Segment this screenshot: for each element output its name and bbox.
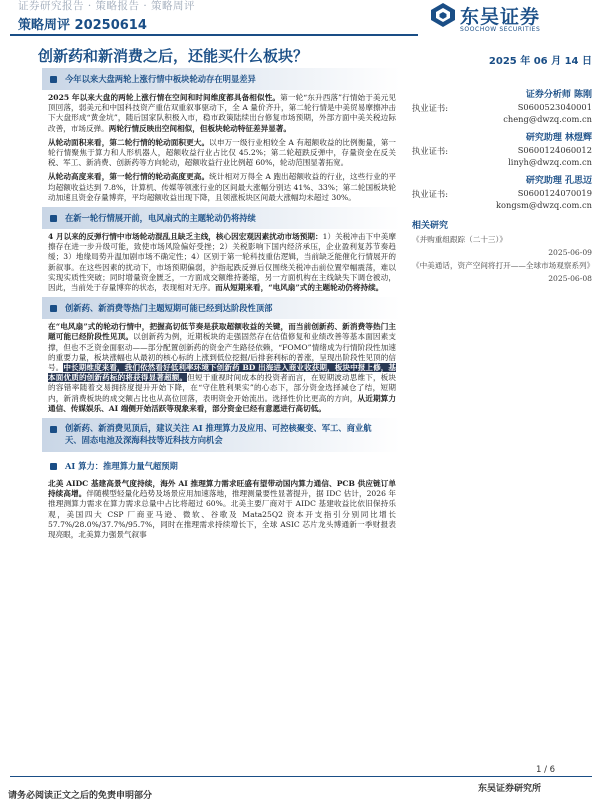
institute-name: 东吴证券研究所 [478, 784, 542, 794]
analyst-license: 执业证书: S0600523040001 [412, 102, 592, 113]
paragraph: 4 月以来的反弹行情中市场轮动混乱且缺乏主线，核心因宏观因素扰动市场预期：1）关税冲击下中美摩擦存在进一步升级可能，致使市场风险偏好受挫；2）关税影响下国内经济承压，企业盈利复苏节奏趋缓；3）地缘局势升温加剧市场不确定性；4）区别于第一轮科技重估逻辑，当前缺乏能催化行情展开的新叙事。在这些因素的扰动下，市场预期偏弱，沪指起跌反弹后仅围绕关税冲击前位置窄幅震荡，难以实现实质性突破；同时增量资金匮乏，一方面成交额维持萎缩，另一方面机构在主线缺失下调仓被动，因此，当前处于存量博弈的状态，表现相对无序。而从短期来看，“电风扇”式的主题轮动仍将持续。 [48, 232, 396, 293]
brand-name: 东吴证券 [460, 6, 541, 28]
subsection-heading: AI 算力：推理算力量气超预期 [48, 456, 396, 476]
brand-mark-icon [430, 2, 456, 28]
section-heading: 创新药、新消费见顶后，建议关注 AI 推理算力及应用、可控核聚变、军工、商业航天、固态电池及深海科技等近科技方向机会 [42, 418, 400, 452]
report-series: 证券研究报告 · 策略报告 · 策略周评 [18, 0, 196, 12]
paragraph: 2025 年以来大盘的两轮上涨行情在空间和时间维度都具备相似性。第一轮“东升西落”行情始于美元见顶回落，弱美元和中国科技资产重估双重叙事驱动下，全 A 量价齐升，第二轮行情是中美贸易摩擦冲击下大盘形成“黄金坑”，随后国家队积极入市，稳市政策陆续出台修复市场预期，外部方面中美关税边际改善，市场反弹。两轮行情反映出空间相似，但板块轮动特征差异显著。 [48, 93, 396, 133]
analyst-license: 执业证书: S0600124060012 [412, 145, 592, 156]
related-research-link[interactable]: 《中美通话，资产空间将打开——全球市场观察系列》 [412, 261, 595, 270]
main-body [48, 64, 396, 544]
footer-rule [10, 776, 592, 777]
related-research-date: 2025-06-08 [548, 274, 592, 283]
related-research-link[interactable]: 《并购重组跟踪（二十三）》 [412, 235, 507, 244]
page-title: 创新药和新消费之后，还能买什么板块？ [38, 47, 309, 65]
related-research-date: 2025-06-09 [548, 248, 592, 257]
highlighted-text: 中长期维度来看，我们依然看好低利率环境下创新药 BD 出海进入商业收获期，板块中报上修，基本面优质的创新药标的将获得显著超额。 [48, 363, 397, 383]
analyst-role: 研究助理 孔思迈 [525, 176, 592, 186]
paragraph: 在“电风扇”式的轮动行情中，把握高切低节奏是获取超额收益的关键，而当前创新药、新消费等热门主题可能已经阶段性见顶。以创新药为例，近期板块的走强固然存在估值修复和业绩改善等基本面因素支撑，但也不乏资金面驱动——部分配置创新药的资金产生路径依赖，“FOMO”情绪成为行情阶段性加速的重要力量，板块涨幅也从最初的核心标的上涨到低位挖掘/后排套利标的普涨，呈现出阶段性见顶的信号。中长期维度来看，我们依然看好低利率环境下创新药 BD 出海进入商业收获期，板块中报上修，基本面优质的创新药标的将获得显著超额。但短于重视时间成本的投资者而言，在短期波动思维下，板块的容错率随着交易拥挤度提升开始下降，在“守住胜利果实”的心态下，部分资金选择减仓了结，短期内，新消费板块的成交额占比也从高位回落，表明资金开始流出。选择性价比更高的方向，从近期算力通信、传媒娱乐、AI 端侧开始活跃等现象来看，部分资金已经有意愿进行高切低。 [48, 322, 397, 413]
disclaimer-notice: 请务必阅读正文之后的免责申明部分 [8, 791, 153, 800]
square-bullet-icon [50, 463, 57, 470]
header-rule [10, 34, 418, 36]
brand-name-en: SOOCHOW SECURITIES [460, 26, 541, 33]
analyst-license: 执业证书: S0600124070019 [412, 188, 592, 199]
paragraph: 从轮动面积来看，第二轮行情的轮动面积更大。以申万一级行业相较全 A 有超额收益的比例衡量，第一轮行情聚焦于算力和人形机器人，超额收益行业占比仅 45.2%；第二轮超跌反弹中，存量资金在反关税、军工、新消费、创新药等方向轮动，超额收益行业比例超 60%，轮动范围显著拓宽。 [48, 137, 397, 168]
square-bullet-icon [50, 215, 57, 222]
section-heading: 在新一轮行情展开前，电风扇式的主题轮动仍将持续 [42, 207, 400, 229]
sidebar [412, 52, 595, 283]
section-heading: 创新药、新消费等热门主题短期可能已经到达阶段性顶部 [42, 297, 400, 319]
paragraph: 从轮动高度来看，第一轮行情的轮动高度更高。统计相对万得全 A 跑出超额收益的行业，这些行业的平均超额收益达到 7.8%，计算机、传媒等领涨行业的区间最大涨幅分别达 41%、33%；第二轮国板块轮动加速且资金存量博弈，平均超额收益出现下降，且领涨板块区间最大涨幅均未超过 30%。 [48, 172, 397, 202]
report-date: 2025 年 06 月 14 日 [488, 56, 592, 67]
square-bullet-icon [50, 305, 57, 312]
report-code: 策略周评 20250614 [18, 18, 147, 33]
analyst-role: 证券分析师 陈刚 [525, 90, 592, 100]
analyst-email[interactable]: kongsm@dwzq.com.cn [496, 200, 592, 210]
analyst-role: 研究助理 林煜辉 [525, 133, 592, 143]
brand-logo [430, 2, 590, 38]
page-number: 1 / 6 [536, 765, 556, 775]
section-heading: 今年以来大盘两轮上涨行情中板块轮动存在明显差异 [42, 68, 400, 90]
square-bullet-icon [50, 426, 57, 433]
analyst-email[interactable]: linyh@dwzq.com.cn [508, 157, 592, 167]
square-bullet-icon [50, 76, 57, 83]
related-research-heading: 相关研究 [412, 221, 449, 231]
analyst-email[interactable]: cheng@dwzq.com.cn [503, 114, 592, 124]
paragraph: 北美 AIDC 基建高景气度持续，海外 AI 推理算力需求旺盛有望带动国内算力通信、PCB 供应链订单持续高增。伴随模型轻量化趋势及场景应用加速落地，推理测量要性显著提升，据 IDC 估计，2026 年推理测算力需求在算力需求总量中占比将超过 60%。北美主要厂商对于 AIDC 基建收益比依旧保持乐观，美国四大 CSP 厂商亚马逊、微软、谷歌及 Mata25Q2 资本开支指引分别同比增长 57.7%/28.0%/37.7%/95.7%，同时在推理需求持续增长下，全球 ASIC 芯片龙头博通新一季财报表现亮眼，北美算力强景气叙事 [48, 479, 397, 540]
